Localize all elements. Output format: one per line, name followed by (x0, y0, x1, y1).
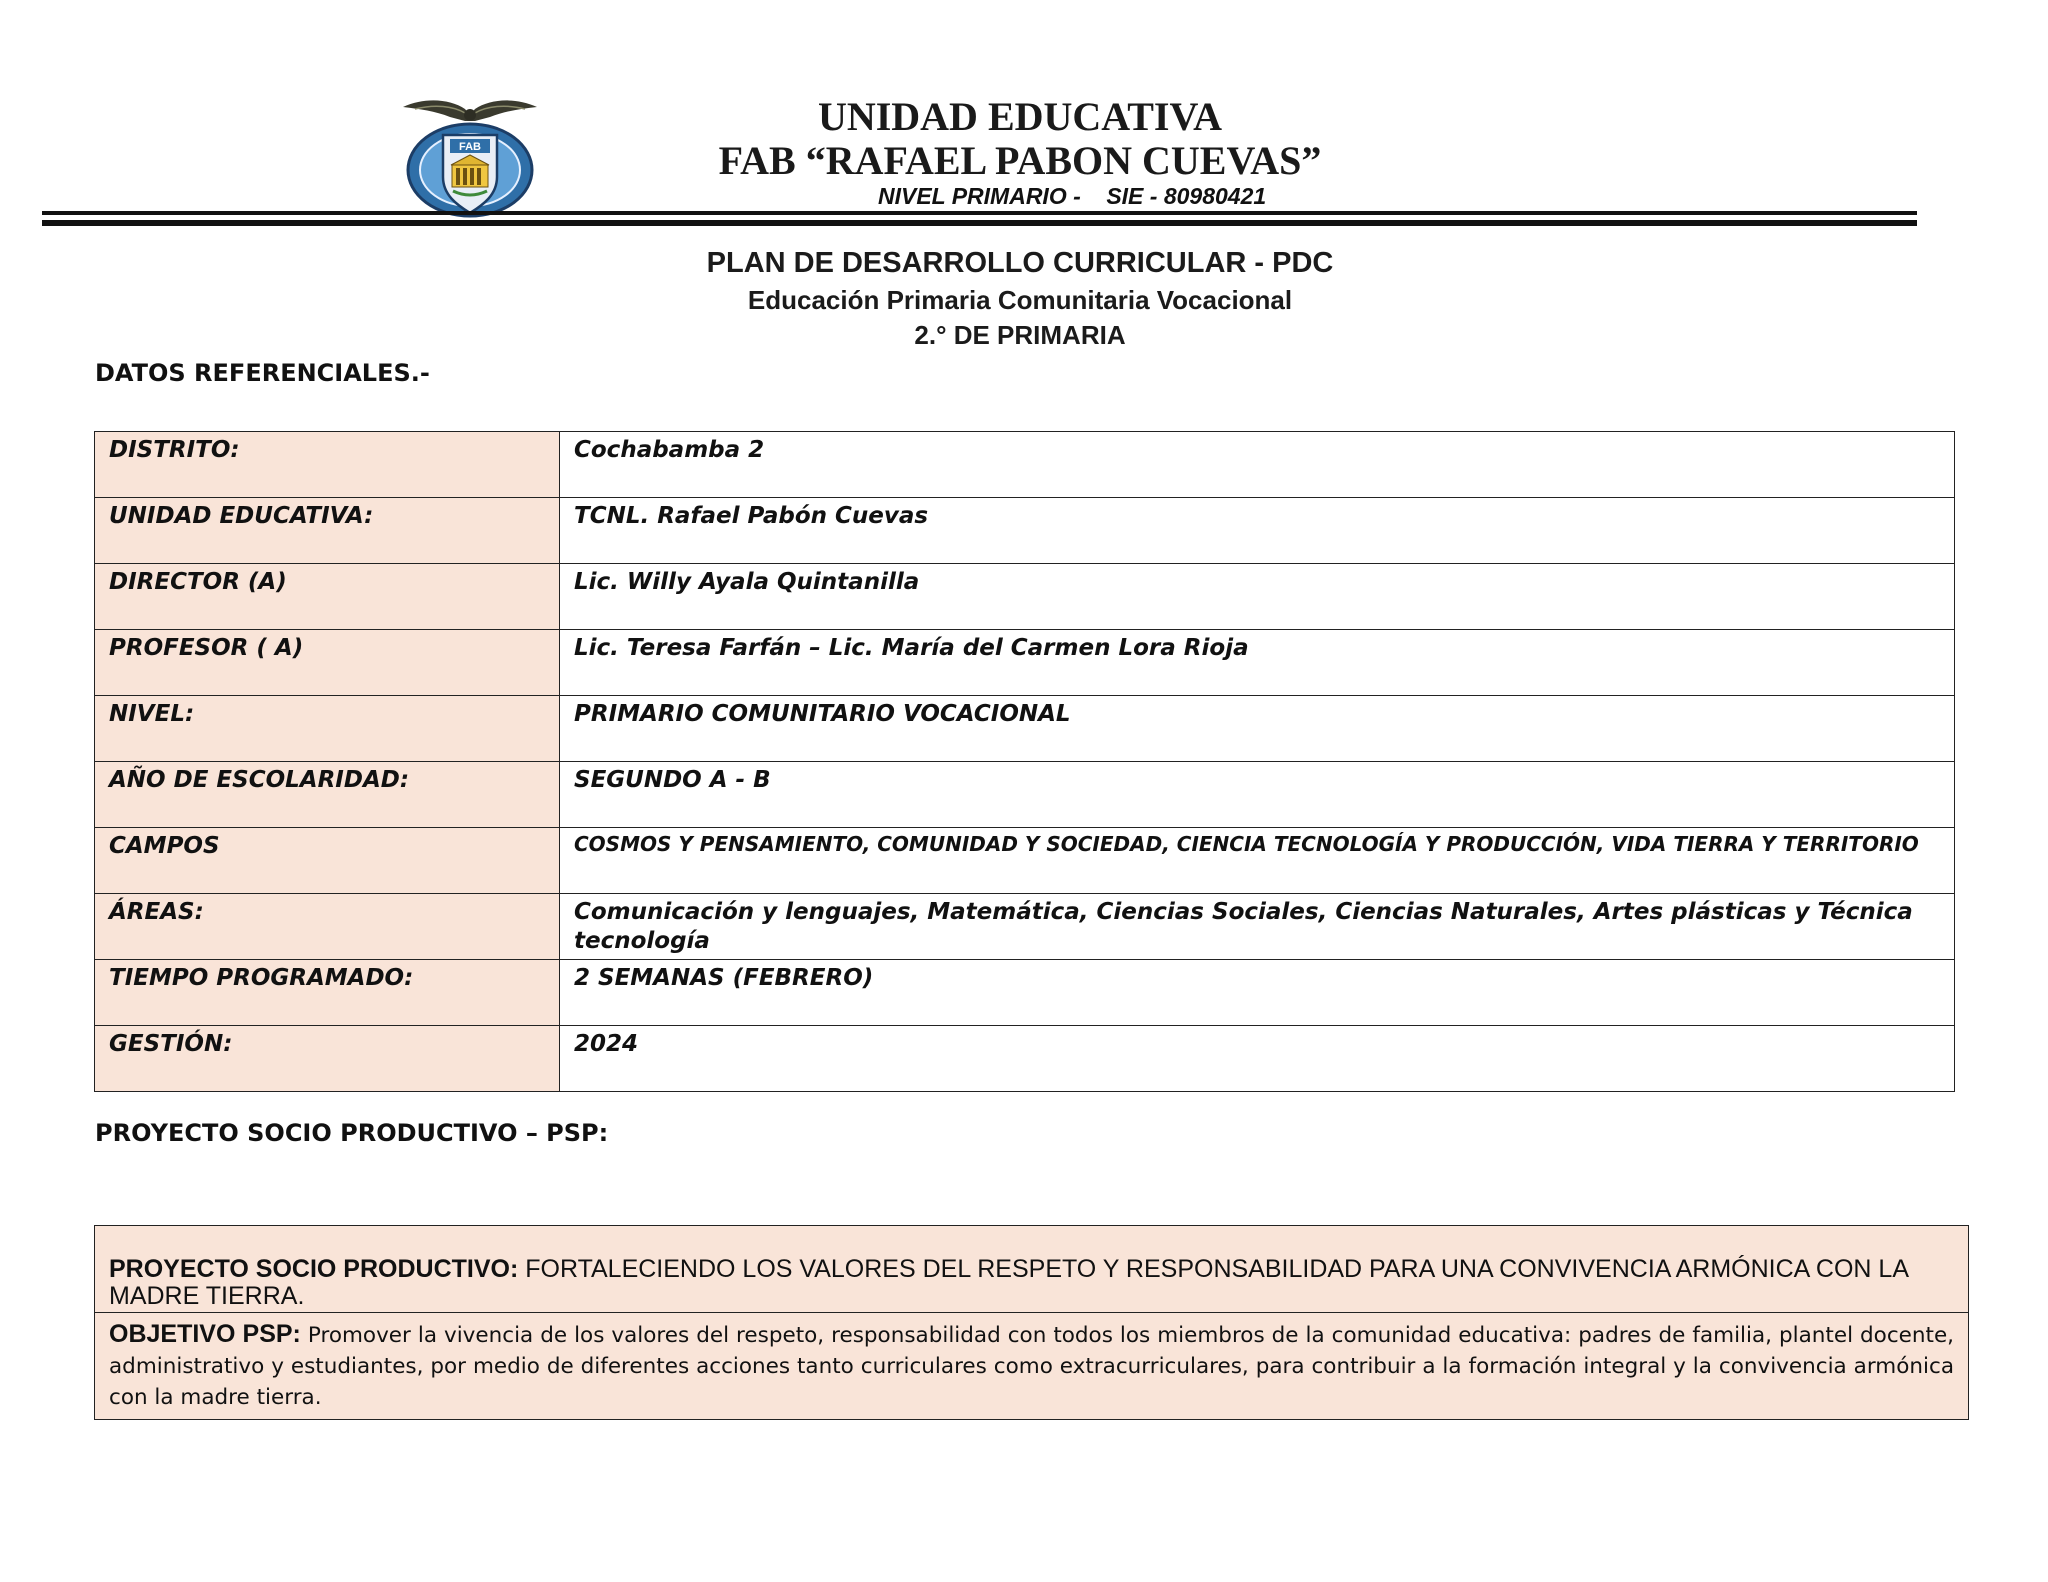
school-crest-logo (395, 95, 545, 225)
school-name-line2: FAB “RAFAEL PABON CUEVAS” (718, 138, 1322, 183)
row-label: AÑO DE ESCOLARIDAD: (95, 762, 560, 828)
table-row (95, 960, 1955, 1026)
psp-objective-text: Promover la vivencia de los valores del respeto, responsabilidad con todos los miembros de la comunidad educativa: padres de familia, plantel docente, administrativo y estudiantes, por medio de diferentes acciones tanto curriculares como extracurriculares, para contribuir a la formación integral y la convivencia armónica con la madre tierra. (109, 1322, 1955, 1410)
row-value: SEGUNDO A - B (560, 762, 1955, 828)
document-title: PLAN DE DESARROLLO CURRICULAR - PDC (706, 247, 1334, 279)
header-rule-thick (42, 220, 1917, 226)
table-row (95, 1026, 1955, 1092)
row-value: Lic. Willy Ayala Quintanilla (560, 564, 1955, 630)
psp-project-row (95, 1226, 1968, 1313)
row-label: TIEMPO PROGRAMADO: (95, 960, 560, 1026)
row-label: DISTRITO: (95, 432, 560, 498)
row-label: CAMPOS (95, 828, 560, 894)
psp-objective-label: OBJETIVO PSP: (109, 1319, 301, 1348)
row-label: NIVEL: (95, 696, 560, 762)
row-value: Lic. Teresa Farfán – Lic. María del Carmen Lora Rioja (560, 630, 1955, 696)
row-value: Comunicación y lenguajes, Matemática, Ciencias Sociales, Ciencias Naturales, Artes plásticas y Técnica tecnología (560, 894, 1955, 960)
row-label: UNIDAD EDUCATIVA: (95, 498, 560, 564)
school-name-line1: UNIDAD EDUCATIVA (817, 94, 1223, 139)
row-label: DIRECTOR (A) (95, 564, 560, 630)
psp-objective-row (95, 1313, 1968, 1420)
row-value: 2 SEMANAS (FEBRERO) (560, 960, 1955, 1026)
logo-text (459, 141, 481, 153)
table-row (95, 498, 1955, 564)
document-grade: 2.° DE PRIMARIA (914, 320, 1126, 350)
table-row (95, 564, 1955, 630)
svg-text:FAB: FAB (459, 141, 481, 153)
row-value: COSMOS Y PENSAMIENTO, COMUNIDAD Y SOCIEDAD, CIENCIA TECNOLOGÍA Y PRODUCCIÓN, VIDA TIERRA Y TERRITORIO (560, 828, 1955, 894)
document-subtitle: Educación Primaria Comunitaria Vocacional (747, 285, 1293, 315)
table-row (95, 696, 1955, 762)
row-value: Cochabamba 2 (560, 432, 1955, 498)
row-value: TCNL. Rafael Pabón Cuevas (560, 498, 1955, 564)
header-rule-thin (42, 211, 1917, 215)
datos-referenciales-heading: DATOS REFERENCIALES.- (95, 359, 430, 387)
psp-project-label: PROYECTO SOCIO PRODUCTIVO: (109, 1255, 519, 1283)
datos-referenciales-table (94, 431, 1955, 1092)
table-row (95, 630, 1955, 696)
row-value: PRIMARIO COMUNITARIO VOCACIONAL (560, 696, 1955, 762)
nivel-sie-line: NIVEL PRIMARIO - SIE - 80980421 (878, 183, 1267, 209)
table-row (95, 432, 1955, 498)
row-value: 2024 (560, 1026, 1955, 1092)
row-label: PROFESOR ( A) (95, 630, 560, 696)
row-label: ÁREAS: (95, 894, 560, 960)
row-label: GESTIÓN: (95, 1026, 560, 1092)
psp-project-text: FORTALECIENDO LOS VALORES DEL RESPETO Y RESPONSABILIDAD PARA UNA CONVIVENCIA ARMÓNICA CON LA MADRE TIERRA. (109, 1255, 1908, 1310)
table-row (95, 894, 1955, 960)
table-row (95, 828, 1955, 894)
table-row (95, 762, 1955, 828)
psp-box (94, 1225, 1969, 1420)
psp-heading: PROYECTO SOCIO PRODUCTIVO – PSP: (95, 1119, 609, 1147)
